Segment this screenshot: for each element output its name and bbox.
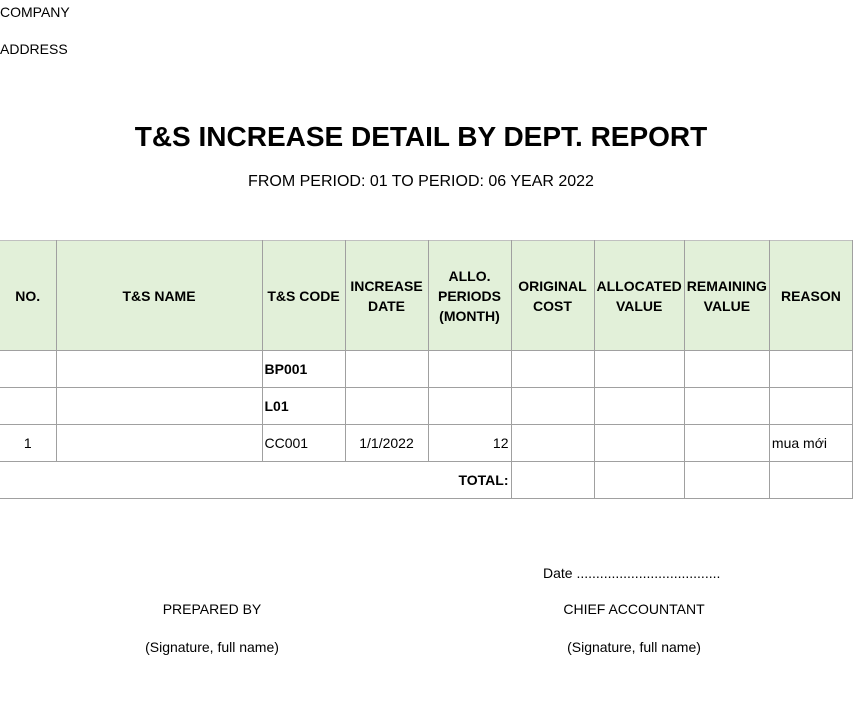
cell-periods: 12 <box>428 425 511 462</box>
col-header-reason: REASON <box>769 241 852 351</box>
cell-remaining-value <box>684 425 769 462</box>
col-header-remaining-value: REMAINING VALUE <box>684 241 769 351</box>
report-title: T&S INCREASE DETAIL BY DEPT. REPORT <box>134 121 708 152</box>
cell-no: 1 <box>0 425 56 462</box>
prepared-by-label: PREPARED BY <box>162 601 262 617</box>
col-header-original-cost: ORIGINAL COST <box>511 241 594 351</box>
table-header-row <box>0 241 852 351</box>
total-row <box>0 462 852 499</box>
cell-allocated-value <box>594 425 684 462</box>
group-code: L01 <box>262 388 345 425</box>
date-line: Date ..................................... <box>543 565 721 581</box>
cell-increase-date: 1/1/2022 <box>345 425 428 462</box>
col-header-code: T&S CODE <box>262 241 345 351</box>
cell-original-cost <box>511 425 594 462</box>
total-label: TOTAL: <box>0 462 511 499</box>
cell-reason: mua mới <box>769 425 852 462</box>
col-header-periods: ALLO. PERIODS (MONTH) <box>428 241 511 351</box>
company-label: COMPANY <box>0 4 70 20</box>
col-header-name: T&S NAME <box>56 241 262 351</box>
group-row <box>0 388 852 425</box>
cell-code: CC001 <box>262 425 345 462</box>
report-period: FROM PERIOD: 01 TO PERIOD: 06 YEAR 2022 <box>248 173 594 190</box>
cell-name <box>56 425 262 462</box>
col-header-no: NO. <box>0 241 56 351</box>
prepared-by-signature: (Signature, full name) <box>145 639 279 655</box>
address-label: ADDRESS <box>0 41 68 57</box>
group-row <box>0 351 852 388</box>
chief-accountant-label: CHIEF ACCOUNTANT <box>563 601 705 617</box>
col-header-allocated-value: ALLOCATED VALUE <box>594 241 684 351</box>
report-table <box>0 240 853 499</box>
chief-accountant-signature: (Signature, full name) <box>567 639 701 655</box>
col-header-increase-date: INCREASE DATE <box>345 241 428 351</box>
group-code: BP001 <box>262 351 345 388</box>
table-row <box>0 425 852 462</box>
